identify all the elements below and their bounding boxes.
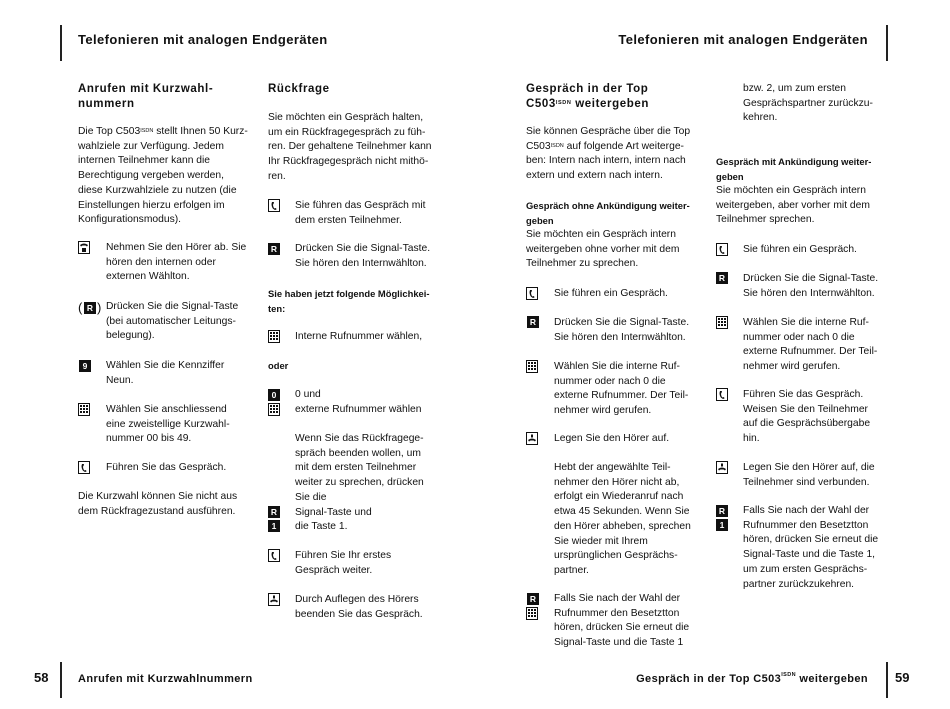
col3-step2-text: Drücken Sie die Signal-Taste. Sie hören den Internwählton. [554,317,690,343]
col4-subheading: Gespräch mit Ankündigung weiter- geben [716,156,872,182]
col2-step2-text: Drücken Sie die Signal-Taste. Sie hören den Internwählton. [295,243,431,269]
col3-step4-note: Hebt der angewählte Teil- nehmer den Hörer nicht ab, erfolgt ein Wiederanruf nach etwa 45 Sekunden. Wenn Sie den Hörer abheben, sprechen Sie wieder mit Ihrem ursprünglichen Gesprächs- partner. [554,462,691,576]
page-number-left: 58 [34,670,49,685]
col3-subheading: Gespräch ohne Ankündigung weiter- geben [526,200,690,226]
digit-key-0: 0 [268,389,280,401]
col2-subheading: Sie haben jetzt folgende Möglichkei- ten: [268,288,430,314]
col1-heading-line1: Anrufen mit Kurzwahl- [78,83,214,95]
footer-title-right-pre: Gespräch in der Top C503 [636,673,782,685]
col1-note: Die Kurzwahl können Sie nicht aus dem Rückfragezustand ausführen. [78,491,238,517]
col3-intro: Sie können Gespräche über die Top $C503^{ISDN}$ auf folgende Art weiterge- ben: Intern nach intern, intern nach extern und extern nach intern. [526,126,691,182]
col4-step6-text: Falls Sie nach der Wahl der Rufnummer den Besetztton hören, drücken Sie erneut die Signal-Taste und die Taste 1, um zum ersten Gesprächs- partner zurückzukehren. [743,505,879,590]
footer-rule-left [60,662,62,698]
signal-key-r: R [716,272,728,284]
footer-title-right [636,673,868,685]
col2-option1-text: Interne Rufnummer wählen, [295,331,423,342]
col1-intro-line: Einstellungen hierzu erfolgen im [78,199,225,211]
keypad-icon [78,403,90,416]
keypad-icon [716,316,728,329]
header-rule-left [60,25,62,61]
col3-heading [526,82,649,112]
col1-step2-text: Drücken Sie die Signal-Taste (bei automatischer Leitungs- belegung). [106,301,239,342]
col1-heading [78,82,213,112]
col2-option2-text: 0 und externe Rufnummer wählen [295,389,422,415]
running-header-left: Telefonieren mit analogen Endgeräten [78,32,328,47]
signal-key-r: R [716,505,728,517]
digit-key-9: 9 [79,360,91,372]
footer-title-right-sup: ISDN [781,672,796,678]
handset-down-icon [716,461,728,474]
col1-step1-text: Nehmen Sie den Hörer ab. Sie hören den internen oder externen Wählton. [106,242,247,283]
col1-intro-line: diese Kurzwahlziele zu nutzen (die [78,184,237,196]
digit-key-1: 1 [268,520,280,532]
col3-heading-line2: $C503^{ISDN}$ weitergeben [526,98,649,110]
handset-icon [268,199,280,212]
col1-step5-text: Führen Sie das Gespräch. [106,462,227,473]
col3-step5-text: Falls Sie nach der Wahl der Rufnummer den Besetztton hören, drücken Sie erneut die Signal-Taste und die Taste 1 [554,593,690,649]
signal-key-r: R [527,316,539,328]
paren-close: ) [97,300,102,315]
col1-intro-line: Konfigurationsmodus). [78,214,182,226]
col1-intro [78,125,248,228]
running-header-right: Telefonieren mit analogen Endgeräten [618,32,868,47]
digit-key-1: 1 [716,519,728,531]
handset-icon [526,287,538,300]
col4-step5-text: Legen Sie den Hörer auf, die Teilnehmer sind verbunden. [743,462,875,488]
keypad-icon [526,360,538,373]
header-rule-right [886,25,888,61]
handset-icon [78,461,90,474]
col2-oder: oder [268,360,289,371]
footer-rule-right [886,662,888,698]
col3-step3-text: Wählen Sie die interne Ruf- nummer oder nach 0 die externe Rufnummer. Der Teil- nehmer wird gerufen. [554,361,689,417]
col4-step3-text: Wählen Sie die interne Ruf- nummer oder nach 0 die externe Rufnummer. Der Teil- nehmer wird gerufen. [743,317,878,373]
col3-step4-text: Legen Sie den Hörer auf. [554,433,670,444]
handset-down-icon [268,593,280,606]
page-number-right: 59 [895,670,910,685]
col2-step1-text: Sie führen das Gespräch mit dem ersten Teilnehmer. [295,200,426,226]
handset-icon [716,388,728,401]
col1-intro-line: Berechtigung vergeben werden, [78,170,224,182]
paren-open: ( [78,300,83,315]
col2-step3-text: Führen Sie Ihr erstes Gespräch weiter. [295,550,392,576]
footer-title-right-post: weitergeben [795,673,868,685]
col1-heading-line2: nummern [78,98,135,110]
col2-heading: Rückfrage [268,83,330,95]
col4-step1-text: Sie führen ein Gespräch. [743,244,857,255]
col1-intro-line: wahlziele zur Verfügung. Jedem [78,140,224,152]
signal-key-r: R [84,302,96,314]
handset-lifted-icon [78,241,90,254]
handset-icon [716,243,728,256]
col2-step4-text: Durch Auflegen des Hörers beenden Sie das Gespräch. [295,594,423,620]
col1-step3-text: Wählen Sie die Kennziffer Neun. [106,360,225,386]
signal-key-r: R [268,506,280,518]
col2-end-text: Wenn Sie das Rückfragege- spräch beenden wollen, um mit dem ersten Teilnehmer weiter zu sprechen, drücken Sie die Signal-Taste und die Taste 1. [295,433,424,533]
col4-sub-text: Sie möchten ein Gespräch intern weitergeben, aber vorher mit dem Teilnehmer sprechen. [716,185,870,226]
footer-title-left: Anrufen mit Kurzwahlnummern [78,673,253,685]
col3-sub-text: Sie möchten ein Gespräch intern weitergeben ohne vorher mit dem Teilnehmer zu sprechen. [526,229,680,270]
col1-intro-line1: Die Top $C503^{ISDN}$ stellt Ihnen 50 Kurz- [78,126,248,137]
signal-key-r: R [268,243,280,255]
handset-icon [268,549,280,562]
col4-step2-text: Drücken Sie die Signal-Taste. Sie hören den Internwählton. [743,273,879,299]
col2-intro: Sie möchten ein Gespräch halten, um ein Rückfragegespräch zu füh- ren. Der gehaltene Teilnehmer kann Ihr Rückfragegespräch nicht mithö- ren. [268,112,432,182]
col4-continuation: bzw. 2, um zum ersten Gesprächspartner zurückzu- kehren. [743,83,873,124]
signal-key-r: R [527,593,539,605]
keypad-icon [526,607,538,620]
keypad-icon [268,330,280,343]
col1-step4-text: Wählen Sie anschliessend eine zweistellige Kurzwahl- nummer 00 bis 49. [106,404,230,445]
col3-step1-text: Sie führen ein Gespräch. [554,288,668,299]
col1-intro-line: internen Teilnehmer kann die [78,155,211,167]
col4-step4-text: Führen Sie das Gespräch. Weisen Sie den Teilnehmer auf die Gesprächsübergabe hin. [743,389,871,445]
handset-down-icon [526,432,538,445]
col3-heading-line1: Gespräch in der Top [526,83,649,95]
keypad-icon [268,403,280,416]
